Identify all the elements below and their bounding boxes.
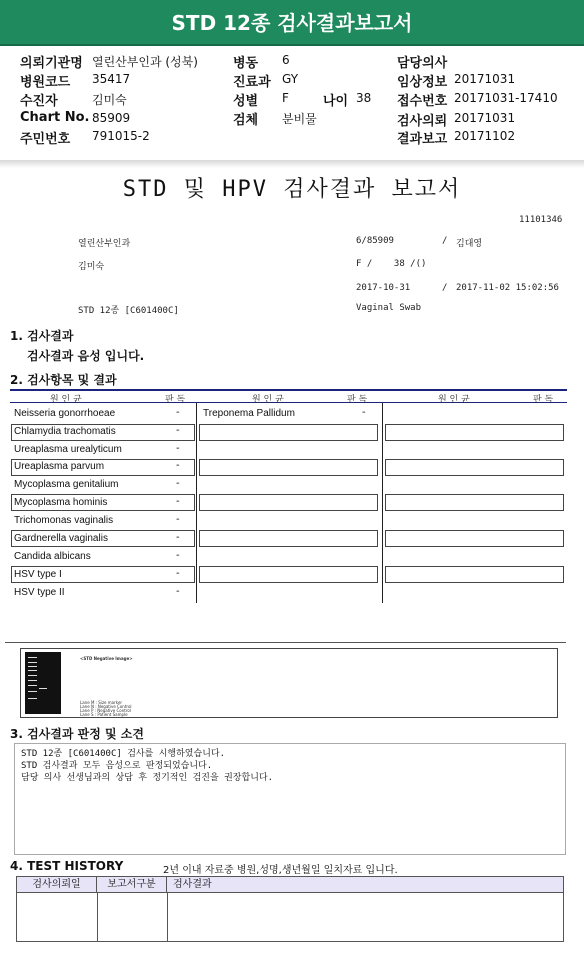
report-slash: /	[442, 236, 448, 246]
age-value: 38	[356, 91, 372, 105]
department-value: GY	[282, 72, 299, 86]
report-sex-age: F / 38 /()	[356, 259, 427, 269]
organism-name: Neisseria gonorrhoeae	[14, 408, 116, 419]
doctor-label: 담당의사	[397, 56, 448, 71]
clinic-value: 열린산부인과 (성북)	[92, 55, 198, 69]
chart-no-value: 85909	[92, 111, 131, 125]
hospital-code-value: 35417	[92, 72, 131, 86]
resident-no-value: 791015-2	[92, 129, 150, 143]
patient-value: 김미숙	[92, 93, 127, 107]
row-box	[385, 459, 564, 476]
organism-name: Ureaplasma parvum	[14, 461, 105, 472]
organism-name: Treponema Pallidum	[203, 408, 295, 419]
department-label: 진료과	[233, 75, 271, 90]
gel-legend: Lane P : Negative Control	[80, 708, 131, 713]
history-divider	[97, 893, 98, 941]
opinion-line: 담당 의사 선생님과의 상담 후 정기적인 검진을 권장합니다.	[21, 773, 274, 783]
row-box	[385, 566, 564, 583]
hospital-code-label: 병원코드	[20, 75, 71, 90]
clinical-info-value: 20171031	[454, 72, 516, 86]
result-header: 판 독	[347, 395, 368, 405]
row-box	[385, 424, 564, 441]
organism-header: 원 인 균	[438, 395, 470, 405]
report-specimen: Vaginal Swab	[356, 303, 422, 313]
grid-header-1	[10, 389, 197, 403]
organism-header: 원 인 균	[252, 395, 284, 405]
organism-name: Ureaplasma urealyticum	[14, 444, 122, 455]
organism-result: -	[176, 514, 180, 525]
gel-caption: <STD Negative Image>	[80, 656, 133, 661]
history-col-header: 검사결과	[167, 877, 563, 893]
organism-name: Gardnerella vaginalis	[14, 533, 108, 544]
report-date-value: 20171102	[454, 129, 516, 143]
organism-name: HSV type II	[14, 587, 65, 598]
ward-value: 6	[282, 53, 290, 67]
organism-result: -	[176, 407, 180, 418]
organism-result: -	[176, 496, 180, 507]
report-slash-2: /	[442, 283, 448, 293]
sex-value: F	[282, 91, 289, 105]
organism-name: Mycoplasma hominis	[14, 497, 108, 508]
history-divider	[167, 893, 168, 941]
organism-result: -	[362, 407, 366, 418]
organism-header: 원 인 균	[50, 395, 82, 405]
result-summary: 검사결과 음성 입니다.	[27, 349, 145, 363]
report-test-name: STD 12종 [C601400C]	[78, 306, 179, 316]
gel-legend: Lane M : Size marker	[80, 700, 123, 705]
history-col-header: 검사의뢰일	[17, 877, 97, 893]
result-header: 판 독	[165, 395, 186, 405]
report-code: 11101346	[519, 215, 563, 225]
age-label: 나이	[323, 94, 349, 109]
section-1-title: 1. 검사결과	[10, 329, 74, 343]
organism-result: -	[176, 568, 180, 579]
organism-result: -	[176, 443, 180, 454]
organism-name: Chlamydia trachomatis	[14, 426, 116, 437]
report-date-from: 2017-10-31	[356, 283, 411, 293]
report-doctor: 김대영	[456, 239, 483, 249]
clinical-info-label: 임상정보	[397, 75, 448, 90]
section-2-title: 2. 검사항목 및 결과	[10, 373, 117, 387]
report-date-to: 2017-11-02 15:02:56	[456, 283, 559, 293]
opinion-line: STD 12종 [C601400C] 검사를 시행하였습니다.	[21, 749, 226, 759]
divider	[5, 642, 566, 643]
chart-no-label: Chart No.	[20, 110, 90, 125]
opinion-line: STD 검사결과 모두 음성으로 판정되었습니다.	[21, 761, 213, 771]
section-4-title: 4. TEST HISTORY	[10, 859, 124, 873]
organism-name: Trichomonas vaginalis	[14, 515, 114, 526]
gel-legend: Lane N : Negative Control	[80, 704, 132, 709]
header-divider	[0, 160, 584, 168]
row-box	[199, 530, 378, 547]
receipt-no-value: 20171031-17410	[454, 91, 558, 105]
row-box	[385, 530, 564, 547]
report-title: STD 및 HPV 검사결과 보고서	[122, 177, 462, 202]
grid-header-2	[197, 389, 383, 403]
organism-result: -	[176, 478, 180, 489]
grid-divider	[382, 403, 383, 603]
organism-result: -	[176, 460, 180, 471]
receipt-no-label: 접수번호	[397, 94, 448, 109]
report-clinic: 열린산부인과	[78, 239, 131, 249]
grid-divider	[196, 403, 197, 603]
patient-label: 수진자	[20, 94, 58, 109]
gel-electrophoresis-image	[25, 652, 61, 714]
report-ward-chart: 6/85909	[356, 236, 394, 246]
specimen-label: 검체	[233, 113, 259, 128]
request-date-label: 검사의뢰	[397, 114, 448, 129]
organism-name: Mycoplasma genitalium	[14, 479, 119, 490]
gel-legend: Lane S : Patient Sample	[80, 712, 128, 717]
organism-result: -	[176, 550, 180, 561]
row-box	[199, 459, 378, 476]
organism-result: -	[176, 532, 180, 543]
sex-label: 성별	[233, 94, 259, 109]
clinic-label: 의뢰기관명	[20, 56, 83, 71]
organism-result: -	[176, 586, 180, 597]
row-box	[385, 494, 564, 511]
opinion-box	[14, 743, 566, 855]
ward-label: 병동	[233, 56, 259, 71]
row-box	[199, 424, 378, 441]
organism-name: Candida albicans	[14, 551, 91, 562]
report-date-label: 결과보고	[397, 132, 448, 147]
report-patient: 김미숙	[78, 262, 105, 272]
resident-no-label: 주민번호	[20, 132, 71, 147]
result-header: 판 독	[533, 395, 554, 405]
row-box	[199, 494, 378, 511]
history-note: 2년 이내 자료중 병원,성명,생년월일 일치자료 입니다.	[163, 865, 398, 876]
request-date-value: 20171031	[454, 111, 516, 125]
section-3-title: 3. 검사결과 판정 및 소견	[10, 727, 144, 741]
grid-header-3	[383, 389, 567, 403]
specimen-value: 분비물	[282, 112, 317, 126]
row-box	[199, 566, 378, 583]
history-col-header: 보고서구분	[97, 877, 167, 893]
history-table	[16, 876, 564, 942]
report-banner-title: STD 12종 검사결과보고서	[0, 0, 584, 46]
organism-name: HSV type I	[14, 569, 62, 580]
organism-result: -	[176, 425, 180, 436]
